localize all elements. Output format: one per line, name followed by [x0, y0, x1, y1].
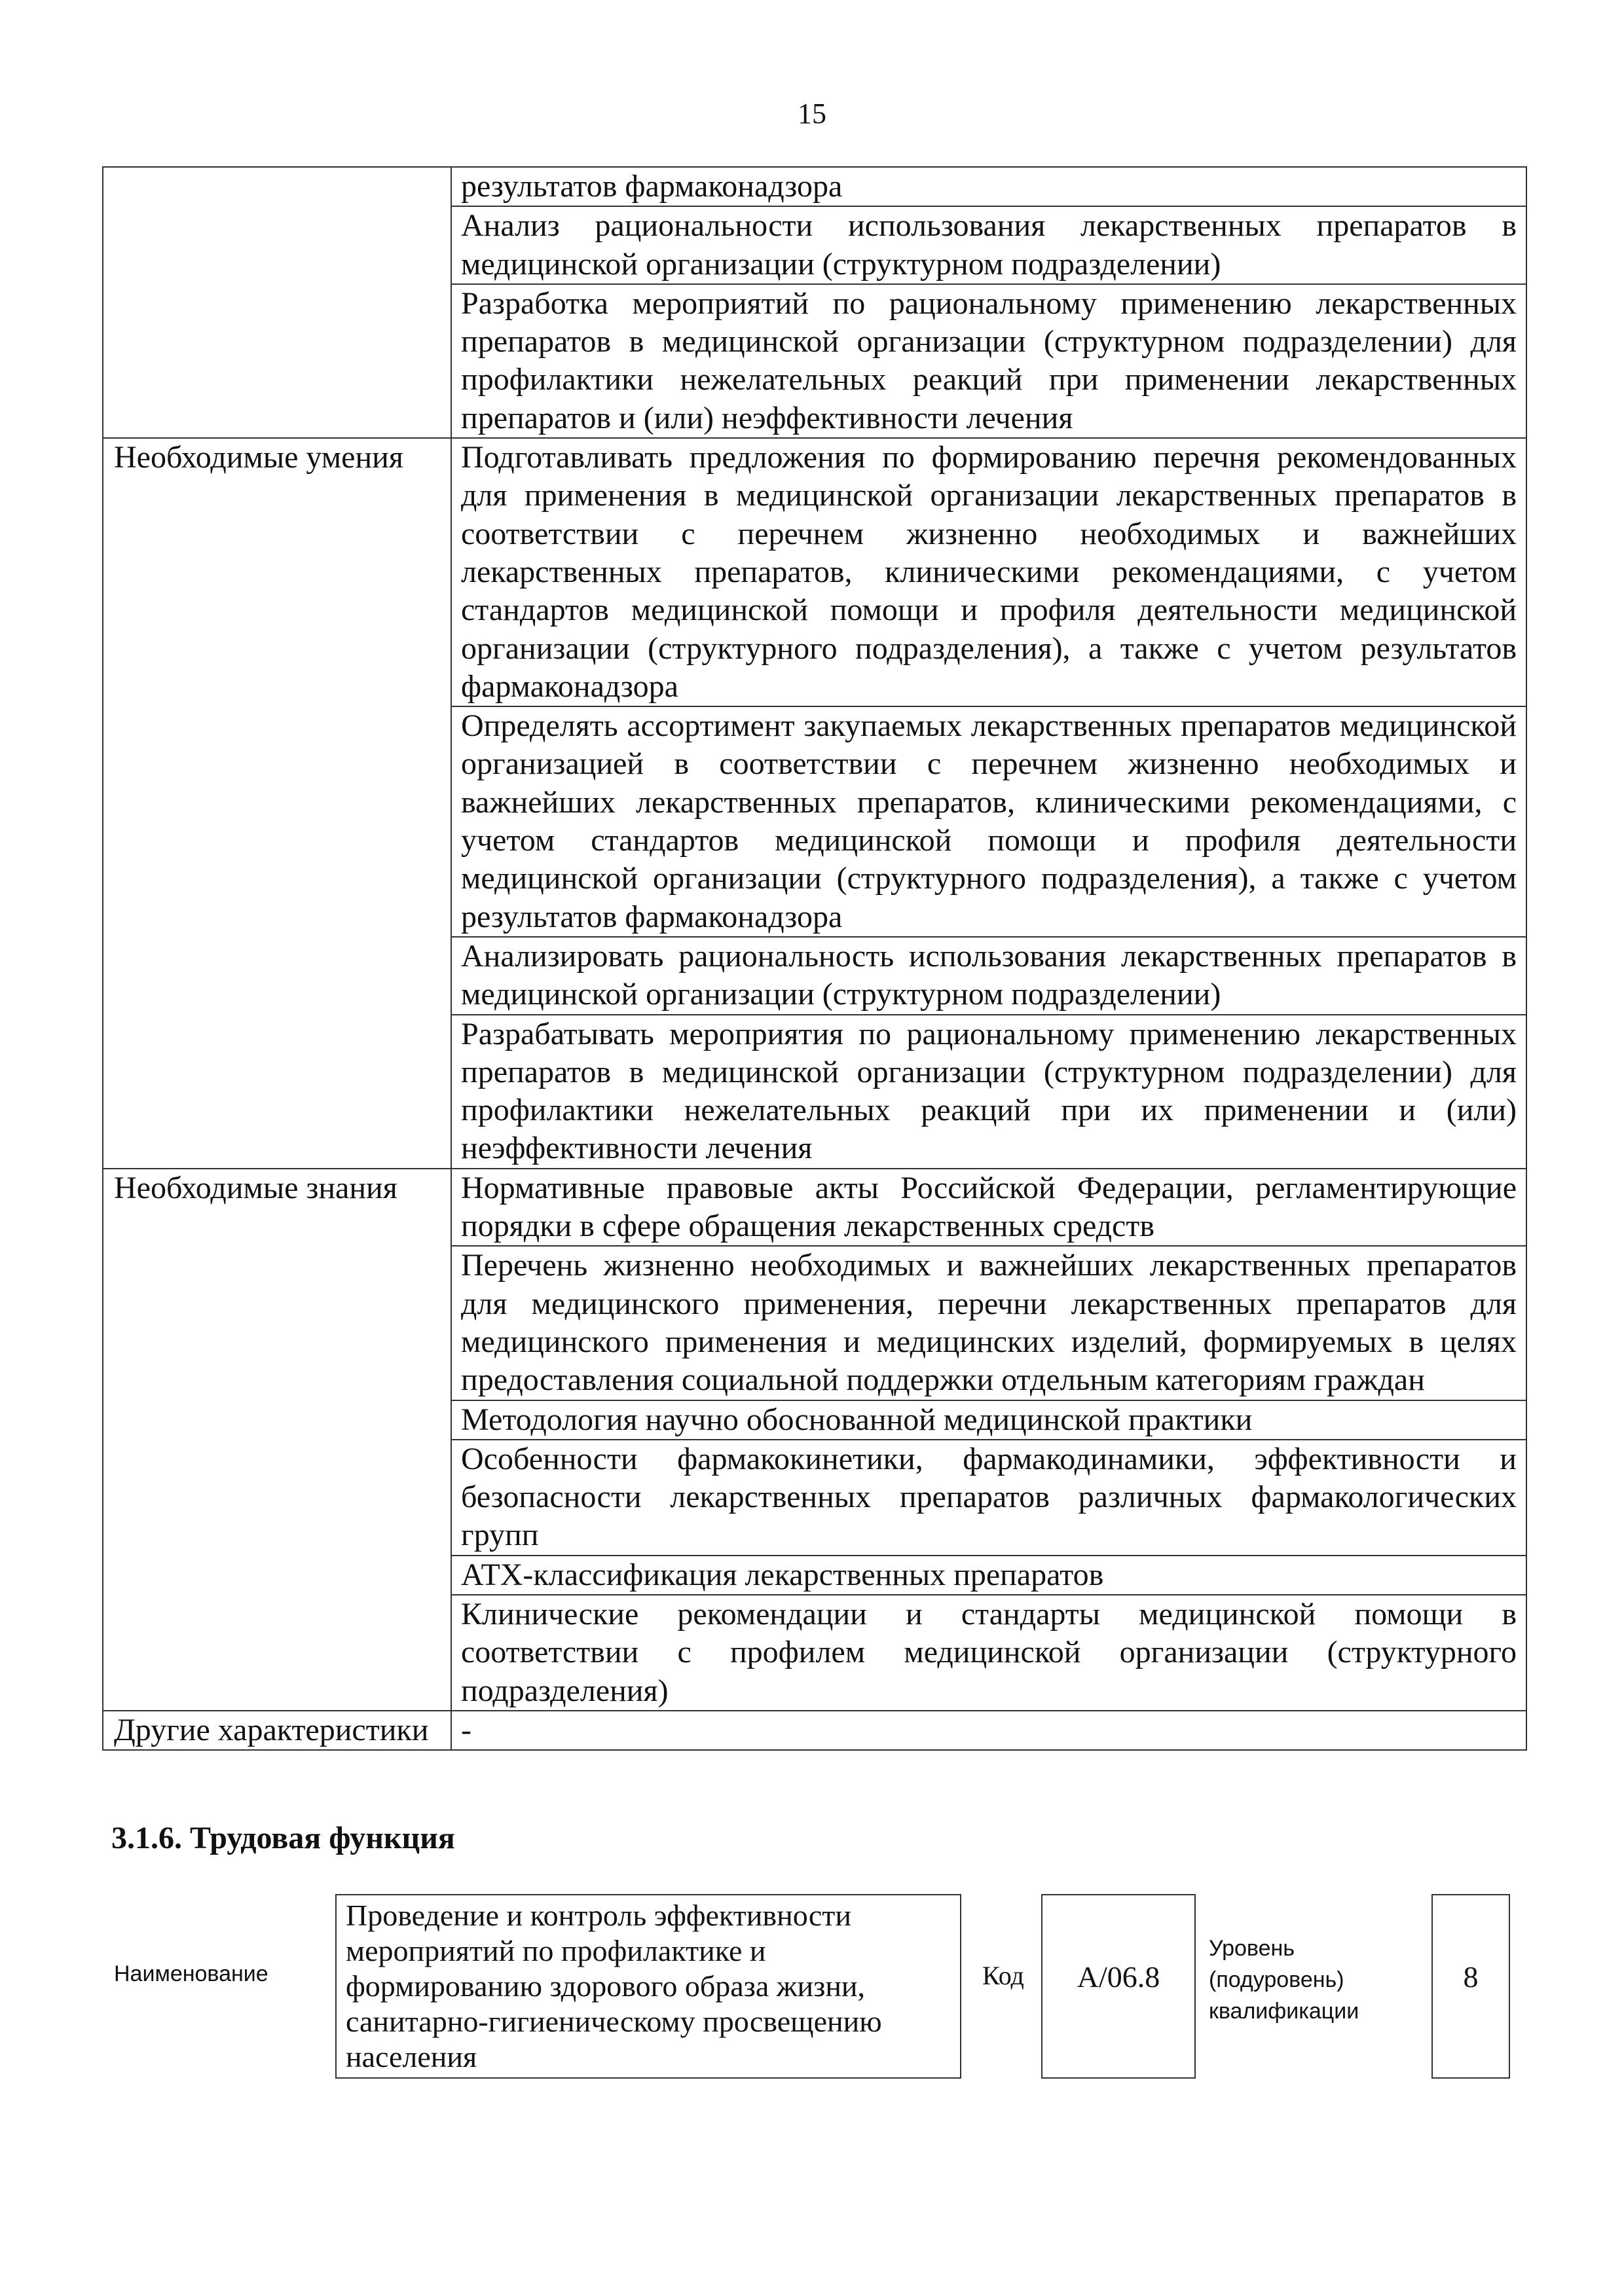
table-cell: Подготавливать предложения по формированию перечня рекомендованных для применения в медицинской организации лекарственных препаратов в соответствии с перечнем жизненно необходимых и важнейших лекарственных препаратов, клиническими рекомендациями, с учетом стандартов медицинской помощи и профиля деятельности медицинской организации (структурного подразделения), а также с учетом результатов фармаконадзора	[451, 438, 1526, 706]
table-cell: Разработка мероприятий по рациональному применению лекарственных препаратов в медицинской организации (структурном подразделении) для профилактики нежелательных реакций при применении лекарственных препаратов и (или) неэффективности лечения	[451, 284, 1526, 438]
row-label-skills: Необходимые умения	[103, 438, 451, 1169]
table-row	[103, 1711, 1526, 1750]
level-label-text: Уровень (подуровень) квалификации	[1209, 1936, 1359, 2024]
labor-function-name-label: Наименование	[114, 1961, 268, 1986]
table-row	[103, 1169, 1526, 1247]
labor-function-code-label: Код	[982, 1961, 1024, 1990]
table-cell: Определять ассортимент закупаемых лекарственных препаратов медицинской организацией в соответствии с перечнем жизненно необходимых и важнейших лекарственных препаратов, клиническими рекомендациями, с учетом стандартов медицинской помощи и профиля деятельности медицинской организации (структурного подразделения), а также с учетом результатов фармаконадзора	[451, 706, 1526, 937]
table-cell: Клинические рекомендации и стандарты медицинской помощи в соответствии с профилем медицинской организации (структурного подразделения)	[451, 1595, 1526, 1711]
row-label-knowledge: Необходимые знания	[103, 1169, 451, 1711]
table-cell: АТХ-классификация лекарственных препаратов	[451, 1556, 1526, 1595]
table-cell: Нормативные правовые акты Российской Федерации, регламентирующие порядки в сфере обращения лекарственных средств	[451, 1169, 1526, 1247]
labor-function-level-value: 8	[1431, 1894, 1510, 2079]
labor-function-name-value: Проведение и контроль эффективности мероприятий по профилактике и формированию здорового образа жизни, санитарно-гигиеническому просвещению населения	[335, 1894, 961, 2079]
table-cell: Анализ рациональности использования лекарственных препаратов в медицинской организации (структурном подразделении)	[451, 206, 1526, 284]
table-cell: результатов фармаконадзора	[451, 167, 1526, 206]
table-cell: Разрабатывать мероприятия по рациональному применению лекарственных препаратов в медицинской организации (структурном подразделении) для профилактики нежелательных реакций при их применении и (или) неэффективности лечения	[451, 1015, 1526, 1169]
page-number: 15	[798, 98, 826, 130]
table-cell: Анализировать рациональность использования лекарственных препаратов в медицинской организации (структурном подразделении)	[451, 937, 1526, 1015]
table-row	[103, 167, 1526, 206]
requirements-table	[102, 166, 1527, 1751]
table-row	[103, 438, 1526, 706]
section-title: 3.1.6. Трудовая функция	[111, 1821, 455, 1855]
row-label-other: Другие характеристики	[103, 1711, 451, 1750]
labor-function-code-value: А/06.8	[1041, 1894, 1196, 2079]
table-cell: Методология научно обоснованной медицинской практики	[451, 1400, 1526, 1440]
labor-function-level-label	[1209, 1933, 1405, 2027]
table-cell: -	[451, 1711, 1526, 1750]
table-cell: Особенности фармакокинетики, фармакодинамики, эффективности и безопасности лекарственных препаратов различных фармакологических групп	[451, 1440, 1526, 1556]
row-label-empty	[103, 167, 451, 438]
table-cell: Перечень жизненно необходимых и важнейших лекарственных препаратов для медицинского применения, перечни лекарственных препаратов для медицинского применения и медицинских изделий, формируемых в целях предоставления социальной поддержки отдельным категориям граждан	[451, 1246, 1526, 1400]
